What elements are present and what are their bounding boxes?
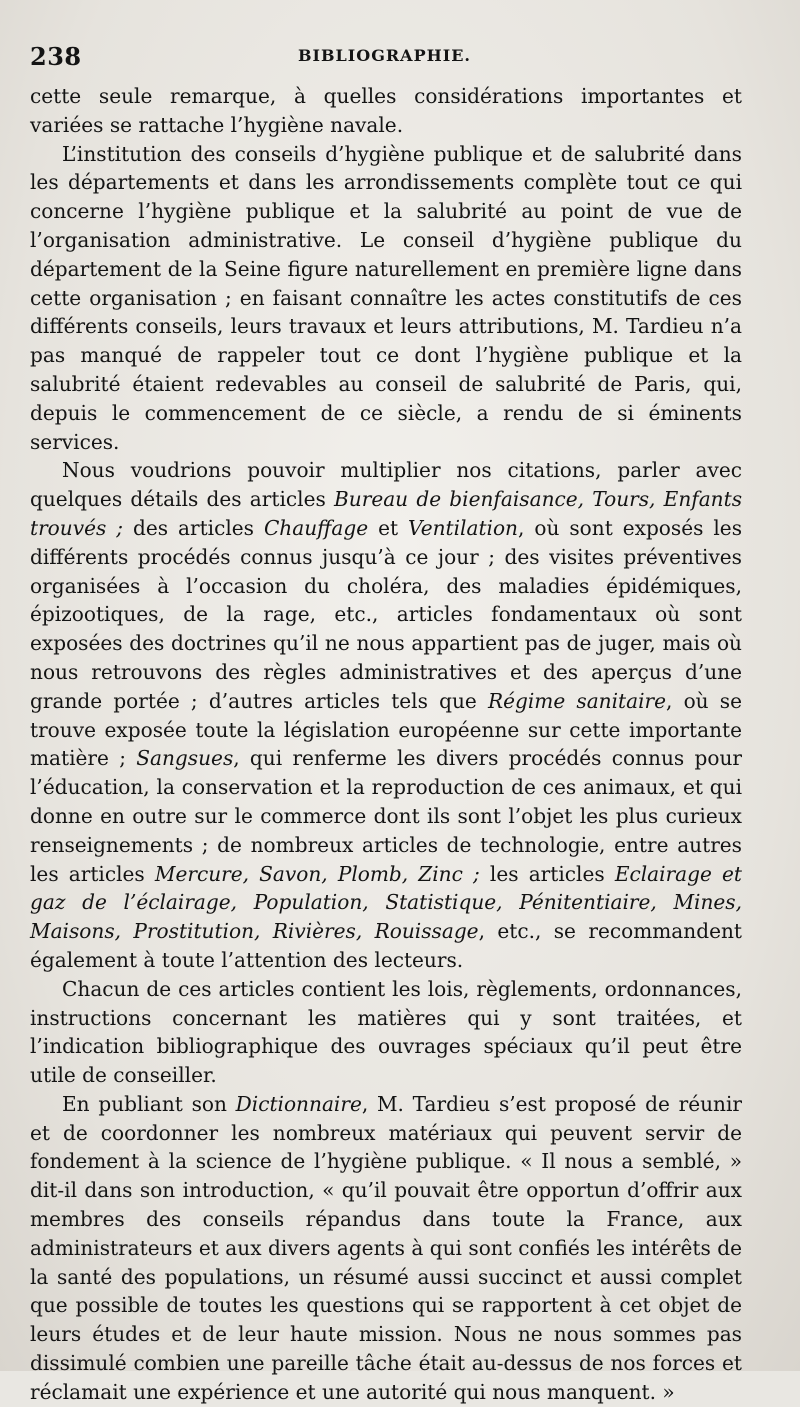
paragraph-conseils-hygiene: L’institution des conseils d’hygiène publique et de salubrité dans les départements et dans les arrondissements complète tout ce qui concerne l’hygiène publique et la salubrité au point de vue de l’organisation administrative. Le conseil d’hygiène publique du département de la Seine figure naturellement en première ligne dans cette organisation ; en faisant connaître les actes constitutifs de ces différents conseils, leurs travaux et leurs attributions, M. Tardieu n’a pas manqué de rappeler tout ce dont l’hygiène publique et la salubrité étaient redevables au conseil de salubrité de Paris, qui, depuis le commencement de ce siècle, a rendu de si éminents services. [30,141,742,454]
text-run: et [368,515,409,540]
italic-run: Chauffage [263,515,369,540]
text-run: En publiant son [62,1091,236,1116]
italic-run: Eclairage et gaz de l’éclairage, Population, Statistique, Pénitentiaire, Mines, Maisons, Prostitution, Rivières, Rouissage [30,861,743,944]
page-number: 238 [30,42,82,71]
italic-run: Ventilation [408,515,518,540]
text-run: , qui renferme les divers procédés connus pour l’éducation, la conservation et la reproduction de ces animaux, et qui donne en outre sur le commerce dont ils sont l’objet les plus curieux renseignements ; de nombreux articles de technologie, entre autres les articles [30,746,742,886]
paragraph-articles-citations [30,456,742,974]
italic-run: Bureau de bienfaisance, Tours, Enfants trouvés ; [30,487,743,540]
body-text [30,82,742,1407]
paragraph-dictionnaire-introduction [30,1090,742,1407]
text-run: , etc., se recommandent également à toute l’attention des lecteurs. [30,919,742,972]
text-run: , où se trouve exposée toute la législation européenne sur cette importante matière ; [30,688,742,771]
italic-run: Régime sanitaire [487,688,667,713]
text-run: , où sont exposés les différents procédés connus jusqu’à ce jour ; des visites préventives organisées à l’occasion du choléra, des maladies épidémiques, épizootiques, de la rage, etc., articles fondamentaux où sont exposées des doctrines qu’il ne nous appartient pas de juger, mais où nous retrouvons des règles administratives et des aperçus d’une grande portée ; d’autres articles tels que [30,515,743,713]
italic-run: Sangsues [136,746,234,771]
text-run: les articles [479,861,615,886]
page-header [30,42,770,82]
paragraph-lois-reglements: Chacun de ces articles contient les lois, règlements, ordonnances, instructions concernant les matières qui y sont traitées, et l’indication bibliographique des ouvrages spéciaux qu’il peut être utile de conseiller. [30,976,742,1088]
italic-run: Mercure, Savon, Plomb, Zinc ; [154,861,480,886]
text-run: , M. Tardieu s’est proposé de réunir et de coordonner les nombreux matériaux qui peuvent servir de fondement à la science de l’hygiène publique. « Il nous a semblé, » dit-il dans son introduction, « qu’il pouvait être opportun d’offrir aux membres des conseils répandus dans toute la France, aux administrateurs et aux divers agents à qui sont confiés les intérêts de la santé des populations, un résumé aussi succinct et aussi complet que possible de toutes les questions qui se rapportent à cet objet de leurs études et de leur haute mission. Nous ne nous sommes pas dissimulé combien une pareille tâche était au-dessus de nos forces et réclamait une expérience et une autorité qui nous manquent. » [30,1091,743,1404]
italic-run: Dictionnaire [235,1091,362,1116]
paragraph-continuation: cette seule remarque, à quelles considérations importantes et variées se rattache l’hygiène navale. [30,84,742,137]
text-run: Nous voudrions pouvoir multiplier nos citations, parler avec quelques détails des articles [30,458,742,512]
running-head: BIBLIOGRAPHIE. [298,46,471,65]
text-run: des articles [123,515,264,540]
